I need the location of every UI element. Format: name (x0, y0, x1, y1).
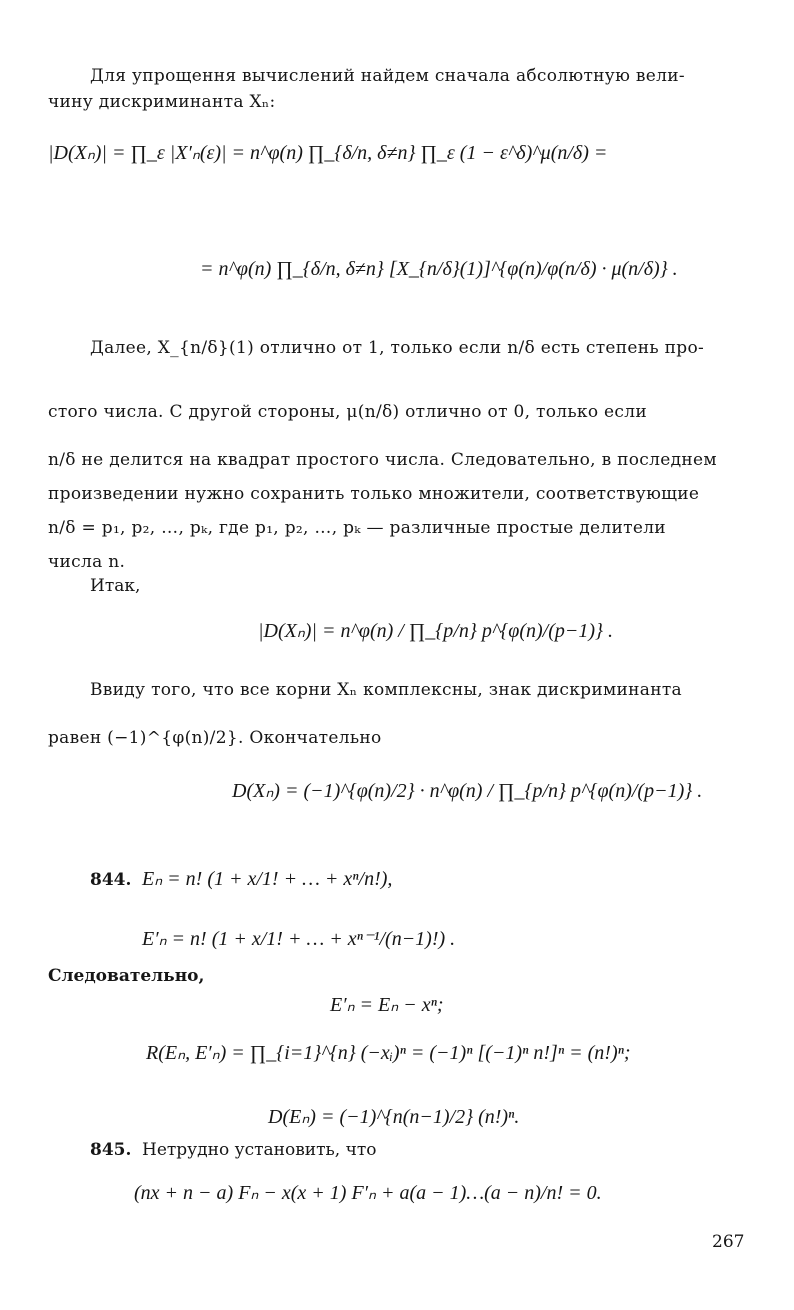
eq-844-1: E′ₙ = Eₙ − xⁿ; (330, 994, 444, 1016)
further-line-4: произведении нужно сохранить только множители, соответствующие (48, 484, 700, 504)
eq-844-3: D(Eₙ) = (−1)^{n(n−1)/2} (n!)ⁿ. (268, 1106, 520, 1128)
sign-line-2: равен (−1)^{φ(n)/2}. Окончательно (48, 728, 382, 748)
page-number: 267 (712, 1232, 745, 1252)
further-line-3: n/δ не делится на квадрат простого числа. Следовательно, в последнем (48, 450, 717, 470)
eq-845: (nx + n − a) Fₙ − x(x + 1) F′ₙ + a(a − 1)…(a − n)/n! = 0. (134, 1182, 602, 1204)
eq-disc-final: D(Xₙ) = (−1)^{φ(n)/2} · n^φ(n) / ∏_{p/n} p^{φ(n)/(p−1)} . (232, 780, 703, 802)
problem-845-number: 845. (90, 1140, 132, 1160)
eq-844-e-prime: E′ₙ = n! (1 + x/1! + … + xⁿ⁻¹/(n−1)!) . (142, 928, 456, 950)
further-line-6: числа n. (48, 552, 126, 572)
eq-disc-product-1: |D(Xₙ)| = ∏_ε |X′ₙ(ε)| = n^φ(n) ∏_{δ/n, δ≠n} ∏_ε (1 − ε^δ)^μ(n/δ) = (48, 142, 608, 164)
eq-844-e: Eₙ = n! (1 + x/1! + … + xⁿ/n!), (142, 868, 393, 890)
intro-line-1: Для упрощення вычислений найдем сначала абсолютную вели- (90, 66, 685, 86)
further-line-5: n/δ = p₁, p₂, …, pₖ, где p₁, p₂, …, pₖ — различные простые делители (48, 518, 666, 538)
problem-845-text: Нетрудно установить, что (142, 1140, 377, 1160)
eq-abs-disc: |D(Xₙ)| = n^φ(n) / ∏_{p/n} p^{φ(n)/(p−1)} . (258, 620, 614, 642)
eq-disc-product-2: = n^φ(n) ∏_{δ/n, δ≠n} [X_{n/δ}(1)]^{φ(n)/φ(n/δ) · μ(n/δ)} . (200, 258, 678, 280)
sign-line-1: Ввиду того, что все корни Xₙ комплексны, знак дискриминанта (90, 680, 682, 700)
itak-label: Итак, (90, 576, 141, 596)
further-line-1: Далее, X_{n/δ}(1) отлично от 1, только если n/δ есть степень про- (90, 338, 705, 358)
problem-844-number: 844. (90, 870, 132, 890)
further-line-2: стого числа. С другой стороны, μ(n/δ) отлично от 0, только если (48, 402, 647, 422)
eq-844-2: R(Eₙ, E′ₙ) = ∏_{i=1}^{n} (−xᵢ)ⁿ = (−1)ⁿ [(−1)ⁿ n!]ⁿ = (n!)ⁿ; (146, 1042, 631, 1064)
consequently-label: Следовательно, (48, 966, 205, 986)
intro-line-2: чину дискриминанта Xₙ: (48, 92, 276, 112)
